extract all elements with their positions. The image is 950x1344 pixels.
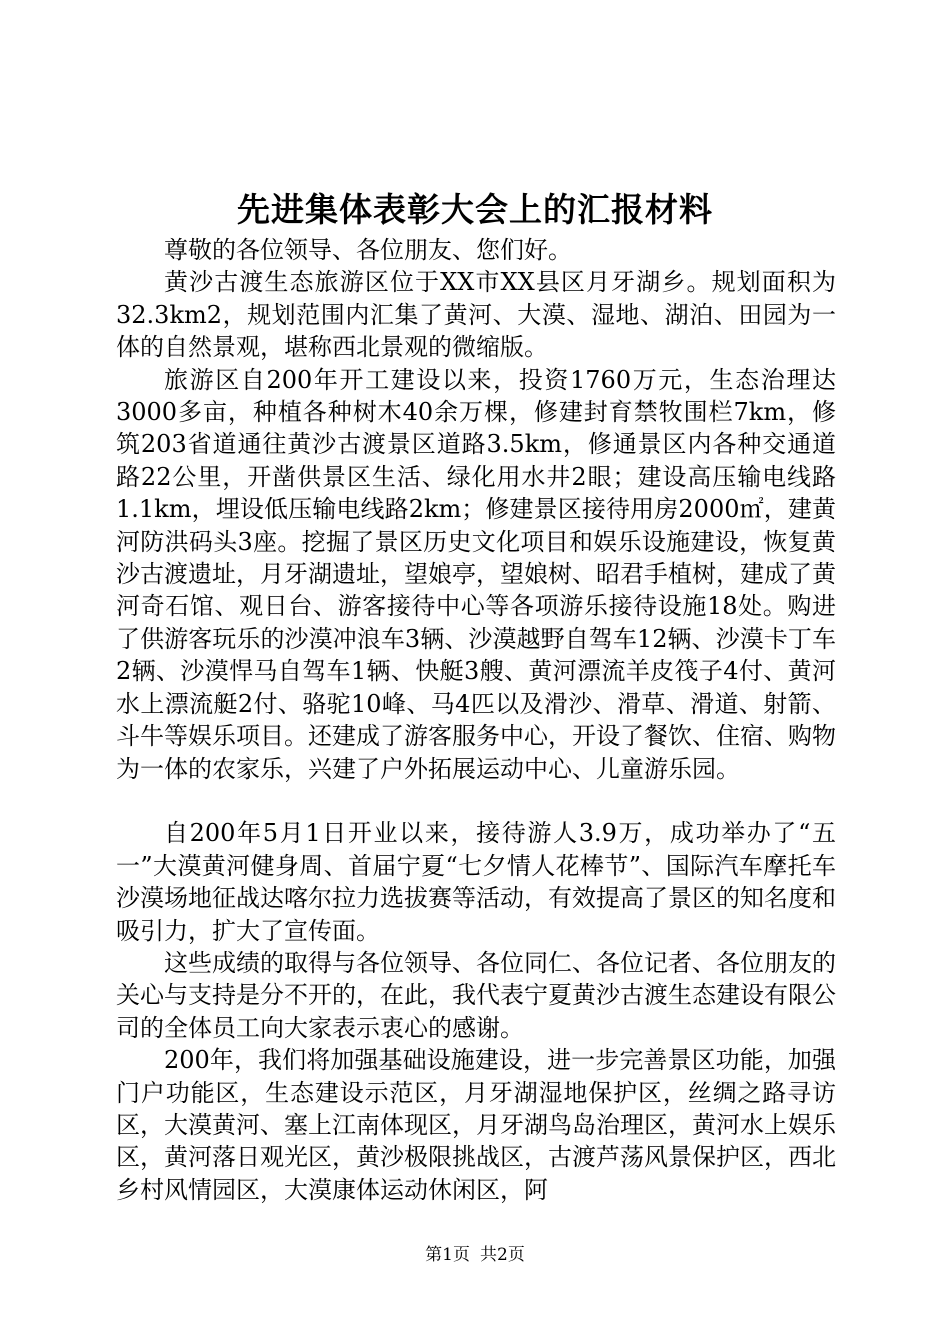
document-body	[116, 234, 836, 1206]
paragraph-location: 黄沙古渡生态旅游区位于XX市XX县区月牙湖乡。规划面积为32.3km2，规划范围内汇集了黄河、大漠、湿地、湖泊、田园为一体的自然景观，堪称西北景观的微缩版。	[116, 268, 836, 362]
paragraph-opening: 自200年5月1日开业以来，接待游人3.9万，成功举办了“五一”大漠黄河健身周、首届宁夏“七夕情人花棒节”、国际汽车摩托车沙漠场地征战达喀尔拉力选拔赛等活动，有效提高了景区的知名度和吸引力，扩大了宣传面。	[116, 819, 836, 945]
paragraph-thanks: 这些成绩的取得与各位领导、各位同仁、各位记者、各位朋友的关心与支持是分不开的，在此，我代表宁夏黄沙古渡生态建设有限公司的全体员工向大家表示衷心的感谢。	[116, 948, 836, 1042]
document-title: 先进集体表彰大会上的汇报材料	[237, 190, 713, 229]
page-total: 共2页	[480, 1245, 525, 1265]
paragraph-spacer	[116, 785, 836, 817]
paragraph-construction: 旅游区自200年开工建设以来，投资1760万元，生态治理达3000多亩，种植各种树木40余万棵，修建封育禁牧围栏7km，修筑203省道通往黄沙古渡景区道路3.5km，修通景区内各种交通道路22公里，开凿供景区生活、绿化用水井2眼；建设高压输电线路1.1km，埋设低压输电线路2km；修建景区接待用房2000㎡，建黄河防洪码头3座。挖掘了景区历史文化项目和娱乐设施建设，恢复黄沙古渡遗址，月牙湖遗址，望娘亭，望娘树、昭君手植树，建成了黄河奇石馆、观日台、游客接待中心等各项游乐接待设施18处。购进了供游客玩乐的沙漠冲浪车3辆、沙漠越野自驾车12辆、沙漠卡丁车2辆、沙漠悍马自驾车1辆、快艇3艘、黄河漂流羊皮筏子4付、黄河水上漂流艇2付、骆驼10峰、马4匹以及滑沙、滑草、滑道、射箭、斗牛等娱乐项目。还建成了游客服务中心，开设了餐饮、住宿、购物为一体的农家乐，兴建了户外拓展运动中心、儿童游乐园。	[116, 365, 836, 783]
paragraph-plans: 200年，我们将加强基础设施建设，进一步完善景区功能，加强门户功能区，生态建设示范区，月牙湖湿地保护区，丝绸之路寻访区，大漠黄河、塞上江南体现区，月牙湖鸟岛治理区，黄河水上娱乐区，黄河落日观光区，黄沙极限挑战区，古渡芦荡风景保护区，西北乡村风情园区，大漠康体运动休闲区，阿	[116, 1046, 836, 1204]
page-number: 第1页	[425, 1245, 470, 1265]
paragraph-greeting: 尊敬的各位领导、各位朋友、您们好。	[164, 236, 572, 264]
page-footer	[0, 1243, 950, 1267]
